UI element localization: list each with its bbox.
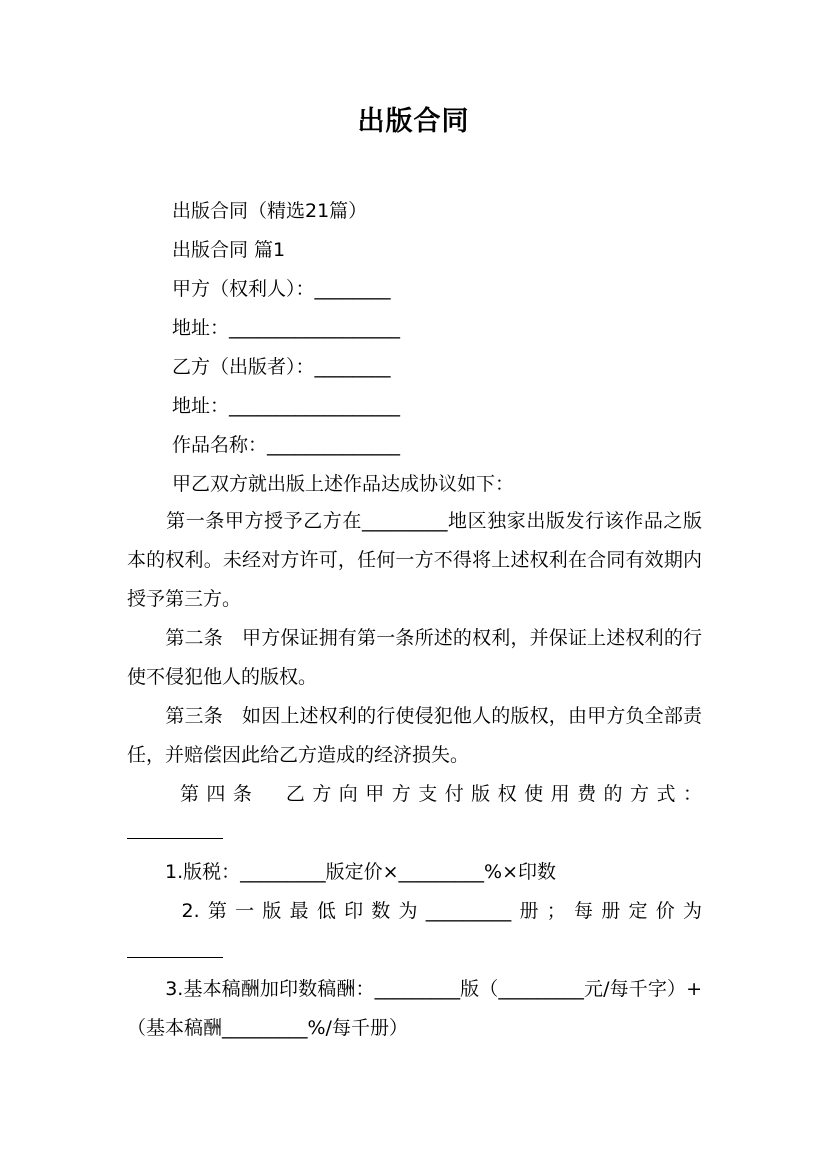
clause-4-item-2: 2.第一版最低印数为_________册；每册定价为 <box>127 900 702 922</box>
clause-1: 第一条甲方授予乙方在_________地区独家出版发行该作品之版本的权利。未经对方许可，任何一方不得将上述权利在合同有效期内授予第三方。 <box>127 510 702 610</box>
party-a-line: 甲方（权利人）：________ <box>172 278 391 300</box>
work-title-line: 作品名称：______________ <box>172 434 401 456</box>
clause-4-item-3: 3.基本稿酬加印数稿酬：_________版（_________元/每千字）+（基本稿酬_________%/每千册） <box>127 978 702 1039</box>
doc-subtitle: 出版合同（精选21篇） <box>172 200 368 222</box>
clause-3: 第三条 如因上述权利的行使侵犯他人的版权，由甲方负全部责任，并赔偿因此给乙方造成的经济损失。 <box>127 705 702 766</box>
party-a-address-line: 地址：__________________ <box>172 317 401 339</box>
document-title: 出版合同 <box>357 106 470 137</box>
clause-4-item-1: 1.版税：_________版定价×_________%×印数 <box>127 861 557 883</box>
party-b-line: 乙方（出版者）：________ <box>172 356 391 378</box>
clause-2: 第二条 甲方保证拥有第一条所述的权利，并保证上述权利的行使不侵犯他人的版权。 <box>127 627 702 688</box>
blank-line <box>127 957 223 958</box>
party-b-address-line: 地址：__________________ <box>172 395 401 417</box>
clause-4: 第四条 乙方向甲方支付版权使用费的方式： <box>127 783 702 805</box>
section-heading: 出版合同 篇1 <box>172 239 286 261</box>
blank-line <box>127 838 223 839</box>
agreement-intro: 甲乙双方就出版上述作品达成协议如下： <box>172 473 515 495</box>
